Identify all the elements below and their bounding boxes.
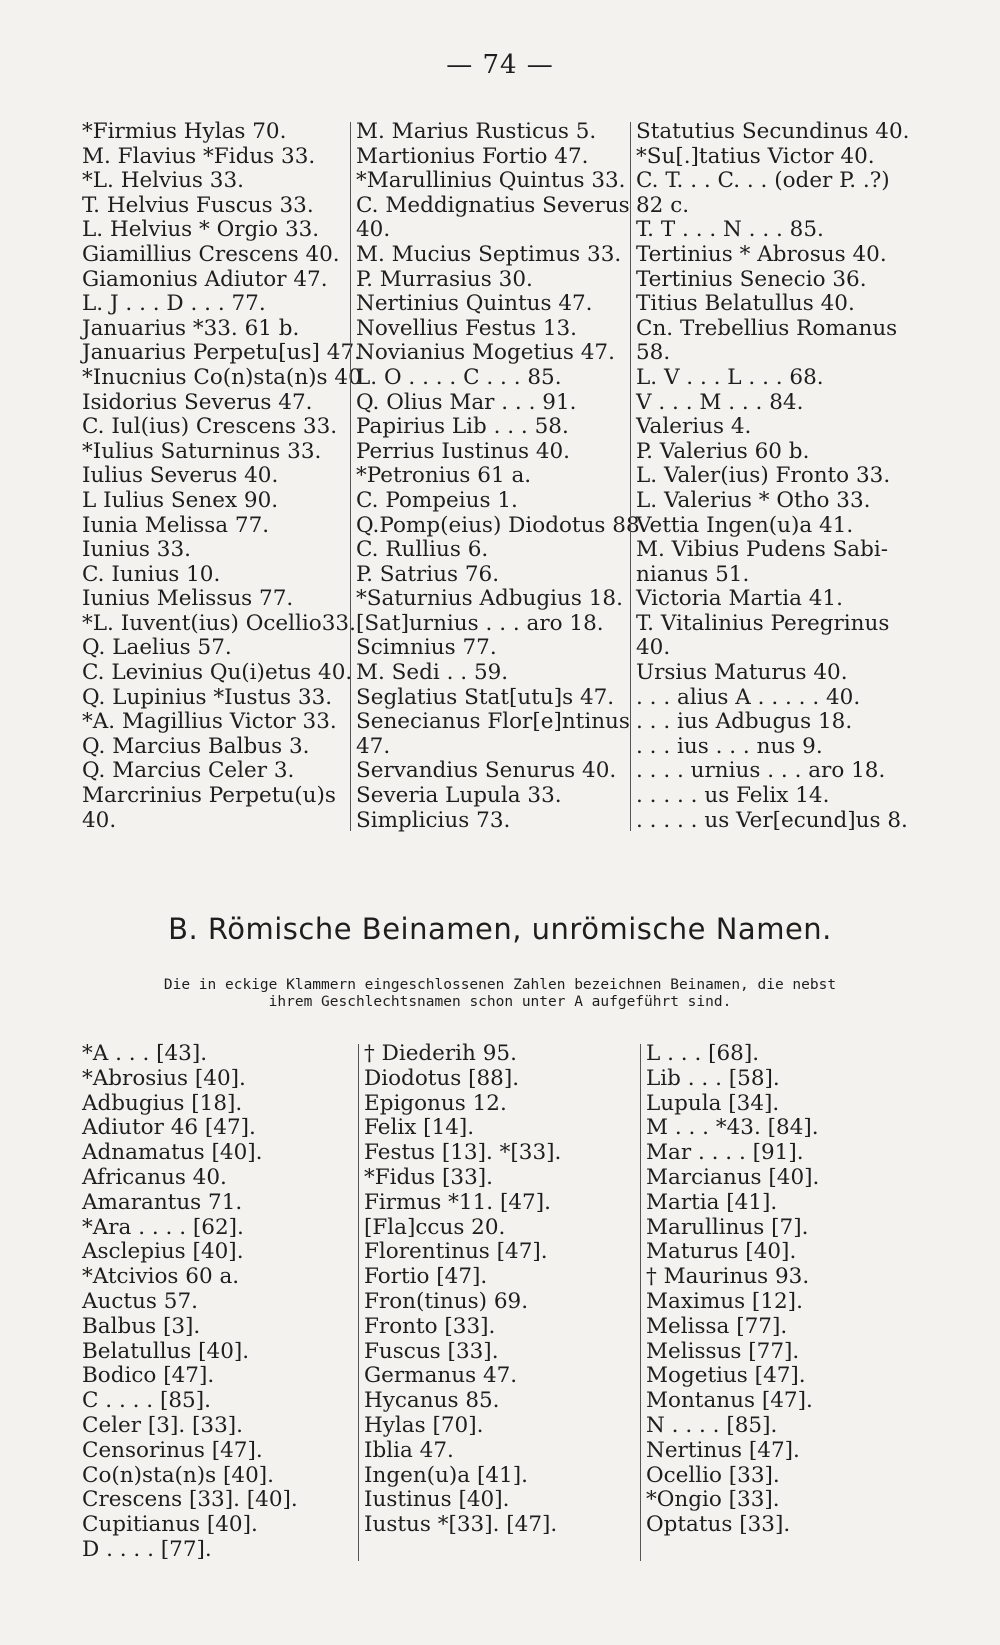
index-entry: Florentinus [47].	[364, 1239, 548, 1265]
index-entry: Januarius *33. 61 b.	[82, 315, 300, 341]
index-entry: Belatullus [40].	[82, 1338, 250, 1364]
index-entry: Martia [41].	[646, 1189, 778, 1215]
index-entry: Servandius Senurus 40.	[356, 758, 617, 784]
index-entry: Optatus [33].	[646, 1512, 791, 1538]
index-entry: *Ara . . . . [62].	[82, 1214, 244, 1240]
index-entry: [Sat]urnius . . . aro 18.	[356, 610, 604, 636]
index-entry: *Marullinius Quintus 33.	[356, 168, 626, 194]
index-entry: . . . ius . . . nus 9.	[636, 733, 823, 759]
index-entry: M. Mucius Septimus 33.	[356, 241, 622, 267]
index-entry: *L. Iuvent(ius) Ocellio33.	[82, 610, 356, 636]
index-entry: Giamonius Adiutor 47.	[82, 266, 328, 292]
index-entry: Statutius Secundinus 40.	[636, 119, 910, 144]
index-entry: C. Meddignatius Severus	[356, 192, 630, 218]
bottom-column-2	[364, 1042, 646, 1563]
index-entry: P. Valerius 60 b.	[636, 438, 810, 464]
index-entry: Novianius Mogetius 47.	[356, 340, 615, 366]
cognomina-index-columns	[82, 1042, 916, 1563]
index-entry: *Ongio [33].	[646, 1487, 780, 1513]
index-entry: Epigonus 12.	[364, 1090, 507, 1116]
index-entry: Censorinus [47].	[82, 1437, 263, 1463]
index-entry: . . . . . us Felix 14.	[636, 783, 830, 809]
index-entry: Cupitianus [40].	[82, 1512, 258, 1538]
index-entry: [Fla]ccus 20.	[364, 1214, 506, 1240]
index-entry: M . . . *43. [84].	[646, 1115, 819, 1141]
index-entry: *Inucnius Co(n)sta(n)s 40	[82, 364, 362, 390]
index-entry: Adiutor 46 [47].	[82, 1115, 256, 1141]
index-entry: Marcrinius Perpetu(u)s	[82, 783, 336, 809]
index-entry: Bodico [47].	[82, 1363, 215, 1389]
index-entry: V . . . M . . . 84.	[636, 389, 804, 415]
index-entry: C. Pompeius 1.	[356, 487, 518, 513]
index-entry: Tertinius * Abrosus 40.	[636, 241, 887, 267]
index-entry: Festus [13]. *[33].	[364, 1140, 562, 1166]
index-entry: T. T . . . N . . . 85.	[636, 217, 824, 243]
index-entry: Celer [3]. [33].	[82, 1412, 243, 1438]
index-entry: Nertinius Quintus 47.	[356, 291, 593, 317]
index-entry: Iustinus [40].	[364, 1487, 510, 1513]
index-entry: Montanus [47].	[646, 1388, 813, 1414]
index-entry: Firmus *11. [47].	[364, 1189, 551, 1215]
index-entry: Marullinus [7].	[646, 1214, 809, 1240]
index-entry: Titius Belatullus 40.	[636, 291, 855, 317]
name-index-top-columns	[82, 120, 916, 833]
index-entry: . . . ius Adbugus 18.	[636, 709, 853, 735]
index-entry: Marcianus [40].	[646, 1164, 820, 1190]
bottom-column-1	[82, 1042, 364, 1563]
index-entry: Hycanus 85.	[364, 1388, 500, 1414]
index-entry: C. Rullius 6.	[356, 537, 489, 563]
index-entry: Januarius Perpetu[us] 47.	[82, 340, 361, 366]
index-entry: Victoria Martia 41.	[636, 586, 843, 612]
index-entry: T. Helvius Fuscus 33.	[82, 192, 314, 218]
index-entry: 40.	[82, 807, 117, 833]
index-entry: Nertinus [47].	[646, 1437, 800, 1463]
section-note-line-2: ihrem Geschlechtsnamen schon unter A aufgeführt sind.	[268, 994, 732, 1010]
index-entry: Seglatius Stat[utu]s 47.	[356, 684, 615, 710]
index-entry: L. O . . . . C . . . 85.	[356, 364, 562, 390]
index-entry: Q. Lupinius *Iustus 33.	[82, 684, 333, 710]
index-entry: Mogetius [47].	[646, 1363, 806, 1389]
top-column-1	[82, 119, 362, 833]
index-entry: Hylas [70].	[364, 1412, 484, 1438]
index-entry: Lib . . . [58].	[646, 1065, 780, 1091]
index-entry: Fronto [33].	[364, 1313, 496, 1339]
index-entry: . . . . urnius . . . aro 18.	[636, 758, 886, 784]
index-entry: *Saturnius Adbugius 18.	[356, 586, 623, 612]
index-entry: M. Sedi . . 59.	[356, 660, 509, 686]
index-entry: Balbus [3].	[82, 1313, 201, 1339]
bottom-column-3	[646, 1042, 916, 1563]
index-entry: Valerius 4.	[636, 414, 752, 440]
index-entry: Tertinius Senecio 36.	[636, 266, 867, 292]
index-entry: *Fidus [33].	[364, 1164, 493, 1190]
index-entry: *Atcivios 60 a.	[82, 1264, 240, 1290]
index-entry: Co(n)sta(n)s [40].	[82, 1462, 274, 1488]
index-entry: Vettia Ingen(u)a 41.	[636, 512, 854, 538]
index-entry: 82 c.	[636, 192, 690, 218]
index-entry: Fortio [47].	[364, 1264, 488, 1290]
index-entry: Germanus 47.	[364, 1363, 518, 1389]
index-entry: Cn. Trebellius Romanus	[636, 315, 898, 341]
index-entry: *A. Magillius Victor 33.	[82, 709, 337, 735]
index-entry: Maturus [40].	[646, 1239, 797, 1265]
index-entry: Melissus [77].	[646, 1338, 800, 1364]
index-entry: L. Valerius * Otho 33.	[636, 487, 871, 513]
index-entry: Iustus *[33]. [47].	[364, 1512, 558, 1538]
index-entry: Maximus [12].	[646, 1288, 803, 1314]
index-entry: L. V . . . L . . . 68.	[636, 364, 824, 390]
index-entry: 58.	[636, 340, 671, 366]
index-entry: Ingen(u)a [41].	[364, 1462, 528, 1488]
index-entry: T. Vitalinius Peregrinus	[636, 610, 890, 636]
index-entry: *Abrosius [40].	[82, 1065, 246, 1091]
index-entry: Amarantus 71.	[82, 1189, 243, 1215]
index-entry: Mar . . . . [91].	[646, 1140, 804, 1166]
index-entry: Q. Olius Mar . . . 91.	[356, 389, 577, 415]
index-entry: *Petronius 61 a.	[356, 463, 532, 489]
index-entry: Iblia 47.	[364, 1437, 454, 1463]
index-entry: *L. Helvius 33.	[82, 168, 244, 194]
index-entry: Novellius Festus 13.	[356, 315, 578, 341]
index-entry: L . . . [68].	[646, 1041, 760, 1066]
index-entry: Fron(tinus) 69.	[364, 1288, 529, 1314]
index-entry: Crescens [33]. [40].	[82, 1487, 298, 1513]
index-entry: Adbugius [18].	[82, 1090, 243, 1116]
index-entry: Melissa [77].	[646, 1313, 788, 1339]
index-entry: C. Iunius 10.	[82, 561, 221, 587]
index-entry: Iunia Melissa 77.	[82, 512, 270, 538]
index-entry: Fuscus [33].	[364, 1338, 499, 1364]
index-entry: . . . . . us Ver[ecund]us 8.	[636, 807, 908, 833]
index-entry: Q.Pomp(eius) Diodotus 88	[356, 512, 640, 538]
index-entry: Iunius Melissus 77.	[82, 586, 294, 612]
index-entry: M. Marius Rusticus 5.	[356, 119, 597, 144]
index-entry: Isidorius Severus 47.	[82, 389, 313, 415]
index-entry: Asclepius [40].	[82, 1239, 244, 1265]
index-entry: L. Helvius * Orgio 33.	[82, 217, 320, 243]
index-entry: L. J . . . D . . . 77.	[82, 291, 266, 317]
index-entry: Africanus 40.	[82, 1164, 227, 1190]
index-entry: C. Levinius Qu(i)etus 40.	[82, 660, 353, 686]
index-entry: Iulius Severus 40.	[82, 463, 279, 489]
index-entry: nianus 51.	[636, 561, 750, 587]
index-entry: C. Iul(ius) Crescens 33.	[82, 414, 338, 440]
index-entry: 47.	[356, 733, 391, 759]
index-entry: † Maurinus 93.	[646, 1264, 810, 1290]
section-note-line-1: Die in eckige Klammern eingeschlossenen Zahlen bezeichnen Beinamen, die nebst	[163, 977, 837, 993]
index-entry: P. Satrius 76.	[356, 561, 500, 587]
index-entry: Adnamatus [40].	[82, 1140, 263, 1166]
index-entry: C. T. . . C. . . (oder P. .?)	[636, 168, 890, 194]
index-entry: P. Murrasius 30.	[356, 266, 533, 292]
index-entry: Auctus 57.	[82, 1288, 198, 1314]
index-entry: Severia Lupula 33.	[356, 783, 562, 809]
index-entry: Diodotus [88].	[364, 1065, 520, 1091]
index-entry: Scimnius 77.	[356, 635, 497, 661]
index-entry: Senecianus Flor[e]ntinus	[356, 709, 630, 735]
index-entry: *Firmius Hylas 70.	[82, 119, 287, 144]
index-entry: *Su[.]tatius Victor 40.	[636, 143, 875, 169]
index-entry: Ursius Maturus 40.	[636, 660, 848, 686]
index-entry: M. Flavius *Fidus 33.	[82, 143, 316, 169]
index-entry: *Iulius Saturninus 33.	[82, 438, 322, 464]
index-entry: Giamillius Crescens 40.	[82, 241, 340, 267]
index-entry: Q. Marcius Balbus 3.	[82, 733, 310, 759]
section-note	[70, 977, 930, 1011]
top-column-2	[356, 119, 640, 833]
index-entry: M. Vibius Pudens Sabi-	[636, 537, 889, 563]
index-entry: N . . . . [85].	[646, 1412, 778, 1438]
index-entry: *A . . . [43].	[82, 1041, 208, 1066]
index-entry: C . . . . [85].	[82, 1388, 211, 1414]
index-entry: Felix [14].	[364, 1115, 475, 1141]
section-heading: B. Römische Beinamen, unrömische Namen.	[168, 912, 832, 946]
index-entry: Lupula [34].	[646, 1090, 780, 1116]
index-entry: Iunius 33.	[82, 537, 191, 563]
index-entry: L Iulius Senex 90.	[82, 487, 279, 513]
index-entry: D . . . . [77].	[82, 1536, 212, 1562]
index-entry: Q. Marcius Celer 3.	[82, 758, 295, 784]
page-number: — 74 —	[446, 50, 554, 80]
index-entry: † Diederih 95.	[364, 1041, 517, 1066]
index-entry: L. Valer(ius) Fronto 33.	[636, 463, 891, 489]
index-entry: Papirius Lib . . . 58.	[356, 414, 569, 440]
index-entry: Perrius Iustinus 40.	[356, 438, 571, 464]
index-entry: 40.	[636, 635, 671, 661]
index-entry: Simplicius 73.	[356, 807, 511, 833]
top-column-3	[636, 120, 916, 833]
index-entry: Ocellio [33].	[646, 1462, 780, 1488]
index-entry: Q. Laelius 57.	[82, 635, 232, 661]
index-entry: Martionius Fortio 47.	[356, 143, 589, 169]
index-entry: . . . alius A . . . . . 40.	[636, 684, 861, 710]
index-entry: 40.	[356, 217, 391, 243]
